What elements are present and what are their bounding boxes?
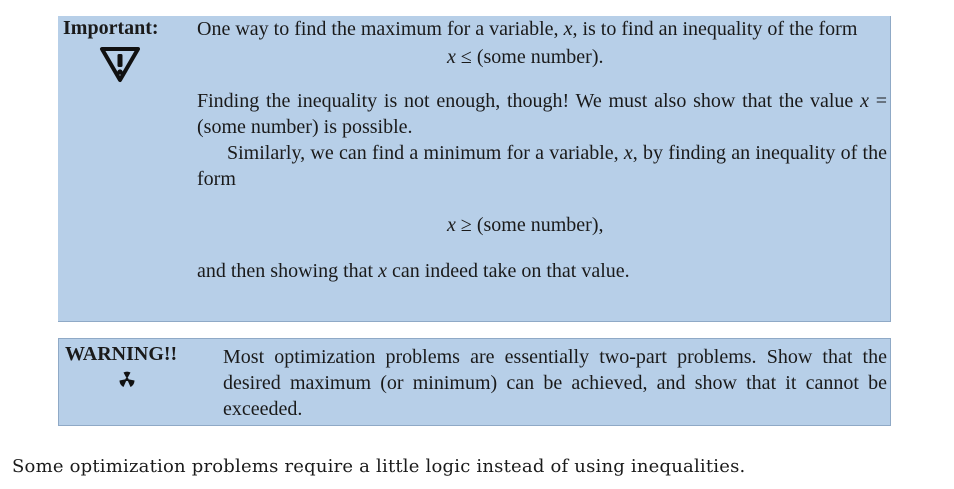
important-content (197, 16, 887, 284)
important-callout (58, 16, 891, 322)
warning-triangle-exclamation-icon (98, 44, 142, 84)
body-text: Some optimization problems require a little logic instead of using inequalities. (12, 456, 746, 477)
radiation-hazard-icon (117, 370, 137, 390)
important-label: Important: (63, 17, 159, 39)
important-paragraph-2: Finding the inequality is not enough, though! We must also show that the value x = (some number) is possible. (197, 90, 888, 138)
important-paragraph-1: One way to find the maximum for a variable, x, is to find an inequality of the form (197, 18, 858, 40)
inequality-max: x ≤ (some number). (447, 46, 604, 68)
warning-callout (58, 338, 891, 426)
inequality-min: x ≥ (some number), (447, 214, 604, 236)
important-paragraph-4: and then showing that x can indeed take on that value. (197, 260, 630, 282)
warning-label: WARNING!! (65, 343, 178, 365)
important-paragraph-3: Similarly, we can find a minimum for a variable, x, by finding an inequality of the form (197, 142, 887, 190)
warning-text: Most optimization problems are essentially two-part problems. Show that the desired maximum (or minimum) can be achieved, and show that it cannot be exceeded. (223, 346, 887, 420)
